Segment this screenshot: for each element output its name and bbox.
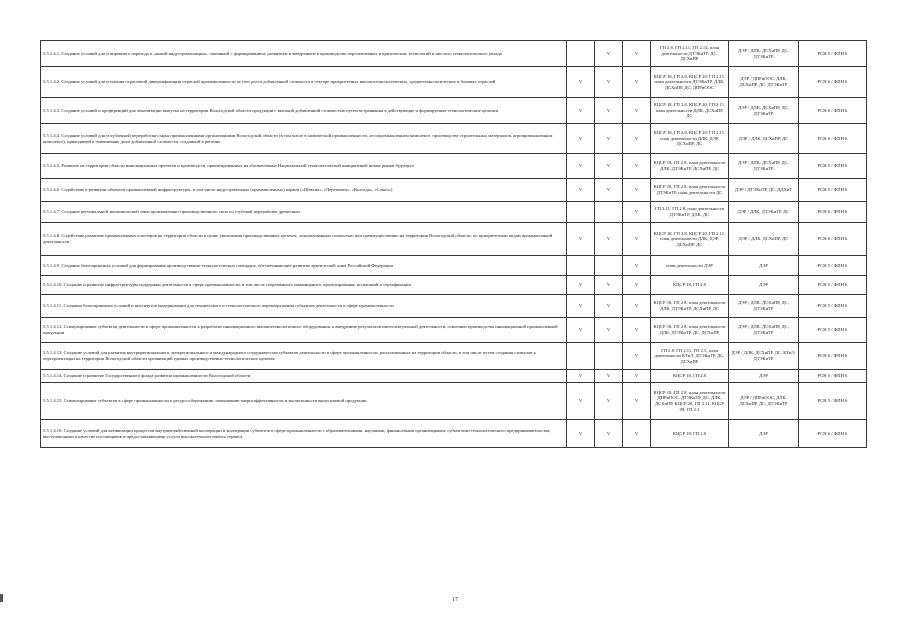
program-basis: КЦСР 18, ГП 2.8: [651, 276, 729, 295]
table-row: [41, 420, 867, 448]
stage-1-mark: V: [567, 383, 595, 420]
program-basis: КЦСР 18, ГП 2.8, КЦСР 20, ГП 2.11, план деятельности ДЛК, ДЭР, ДСХиПР, ДС: [651, 124, 729, 154]
table-row: [41, 41, 867, 67]
stage-3-mark: V: [623, 276, 651, 295]
program-basis: КЦСР 18, ГП 2.8: [651, 420, 729, 448]
executors: ДЭР / ДЛК, ДСХиПР, ДС, ДТЭКиТР: [729, 154, 799, 179]
executors: ДЭР / ДЛК, ДСХиПР, ДС: [729, 124, 799, 154]
stage-3-mark: V: [623, 370, 651, 383]
executors: ДЭР / ДТЭКиТР, ДС, ДДХиТ: [729, 179, 799, 202]
program-basis: КЦСР 18, ГП 2.8: [651, 370, 729, 383]
program-basis: ГП 2.11, ГП 2.8, план деятельности ДТЭКиТР, ДЛК, ДС: [651, 202, 729, 223]
measure-description: 5.5.1.4.2. Создание условий для усиления отраслевой диверсификации отраслей промышленности за счет роста добавленной стоимости в секторе приоритетных высокотехнологических, среднетехнологических и базовых отраслей: [41, 67, 567, 98]
table-row: [41, 223, 867, 256]
table-row: [41, 370, 867, 383]
table-row: [41, 318, 867, 343]
stage-3-mark: V: [623, 295, 651, 318]
indicators: РСН 5 / ФПН 6: [799, 154, 867, 179]
executors: ДЭР: [729, 370, 799, 383]
stage-1-mark: V: [567, 318, 595, 343]
program-basis: КЦСР 18, ГП 2.8, план деятельности ДЛК, ДТЭКиТР, ДСХиПР, ДС: [651, 154, 729, 179]
measure-description: 5.5.1.4.14. Создание и развитие Государственного фонда развития промышленности Вологодской области: [41, 370, 567, 383]
stage-3-mark: V: [623, 420, 651, 448]
table-row: [41, 202, 867, 223]
stage-2-mark: V: [595, 179, 623, 202]
stage-2-mark: V: [595, 383, 623, 420]
program-basis: план деятельности ДЭР: [651, 256, 729, 276]
stage-1-mark: [567, 202, 595, 223]
stage-3-mark: V: [623, 318, 651, 343]
stage-1-mark: [567, 41, 595, 67]
stage-1-mark: V: [567, 295, 595, 318]
stage-2-mark: V: [595, 295, 623, 318]
stage-3-mark: V: [623, 179, 651, 202]
measures-table: [40, 40, 867, 448]
measure-description: 5.5.1.4.15. Стимулирование субъектов в сфере промышленности к ресурсосбережению, повышению энергоэффективности и экологичности выпускаемой продукции: [41, 383, 567, 420]
stage-3-mark: V: [623, 256, 651, 276]
measure-description: 5.5.1.4.16. Создание условий для активизации процессов внутрихозяйственной кооперации и кооперации субъектов в сфере промышленности с образовательными, научными, финансовыми организациями, субъектами технологического предпринимательства, выступающими в качестве поставщиков и предоставляющими услуги высокотехнологичного сервиса: [41, 420, 567, 448]
indicators: РСН 5 / ФПН 6: [799, 370, 867, 383]
measure-description: 5.5.1.4.12. Стимулирование субъектов деятельности в сфере промышленности к разработке инновационного высокотехнологичного оборудования, к внедрению результатов интеллектуальной деятельности, освоению производства инновационной промышленной продукции: [41, 318, 567, 343]
stage-2-mark: V: [595, 318, 623, 343]
program-basis: КЦСР 18, ГП 2.8, КЦСР 20, ГП 2.11, план деятельности ДТЭКиТР, ДЛК, ДСХиПР, ДС, ДПРиООС: [651, 67, 729, 98]
program-basis: ГП 2.8, ГП 2.11, ГП 2.14, план деятельности ДТЭКиТР, ДС, ДСХиПР: [651, 41, 729, 67]
stage-1-mark: V: [567, 420, 595, 448]
indicators: РСН 5 / ФПН 6: [799, 41, 867, 67]
program-basis: КЦСР 18, ГП 2.8, КЦСР 20, ГП 2.11, план деятельности ДЛК, ДЭР, ДСХиПР, ДС: [651, 223, 729, 256]
indicators: РСН 6 / ФПН 6: [799, 202, 867, 223]
stage-1-mark: V: [567, 67, 595, 98]
executors: ДЭР / ДЛК, ДСХиПР, ДС, КТиЭ, ДТЭКиТР: [729, 343, 799, 370]
measure-description: 5.5.1.4.6. Содействие в развитии объектов промышленной инфраструктуры, в том числе индустриальных (промышленных) парков («Шексна», «Череповец», «Вологда», «Сокол»): [41, 179, 567, 202]
measure-description: 5.5.1.4.13. Создание условий для развития внутрирегионального, межрегионального и международного сотрудничества субъектов деятельности в сфере промышленности, расположенных на территории области, в том числе путем создания стимулов к переориентации на территории Вологодской области организаций единых производственно-технологических цепочек: [41, 343, 567, 370]
program-basis: ГП 2.8, ГП 2.11, ГП 2.5, план деятельности КТиЭ, ДТЭКиТР, ДС, ДСХиПР: [651, 343, 729, 370]
stage-2-mark: [595, 343, 623, 370]
program-basis: КЦСР 18, ГП 2.8, план деятельности ДЛК, ДТЭКиТР, ДС, ДСХиПР: [651, 318, 729, 343]
program-basis: КЦСР 18, ГП 2.8, КЦСР 20, ГП 2.11, план деятельности ДЛК, ДСХиПР, ДС: [651, 98, 729, 124]
measure-description: 5.5.1.4.10. Создание и развитие инфраструктуры поддержки деятельности в сфере промышленности, в том числе современного инжиниринга, проектирования, испытаний и сертификации: [41, 276, 567, 295]
table-row: [41, 256, 867, 276]
stage-2-mark: V: [595, 41, 623, 67]
executors: ДЭР: [729, 420, 799, 448]
executors: ДЭР / ДПРиООС, ДЛК, ДСХиПР, ДС, ДТЭКиТР: [729, 383, 799, 420]
measure-description: 5.5.1.4.9. Создание благоприятных условий для формирования производственно-технологических площадок, обеспечивающих развитие арктической зоны Российской Федерации: [41, 256, 567, 276]
table-row: [41, 179, 867, 202]
program-basis: КЦСР 18, ГП 2.8, план деятельности ДЛК, ДТЭКиТР, ДСХиПР, ДС: [651, 295, 729, 318]
indicators: РСН 5 / ФПН 6: [799, 295, 867, 318]
stage-1-mark: V: [567, 98, 595, 124]
stage-3-mark: V: [623, 98, 651, 124]
stage-2-mark: V: [595, 154, 623, 179]
executors: ДЭР / ДЛК, ДСХиПР, ДС, ДТЭКиТР: [729, 41, 799, 67]
indicators: РСН 5 / ФПН 6: [799, 256, 867, 276]
page-number: 17: [452, 597, 458, 603]
stage-1-mark: [567, 256, 595, 276]
executors: ДЭР / ДЛК, ДТЭКиТР, ДС: [729, 202, 799, 223]
table-row: [41, 276, 867, 295]
table-row: [41, 124, 867, 154]
indicators: РСН 6 / ФПН 6: [799, 67, 867, 98]
stage-1-mark: V: [567, 223, 595, 256]
indicators: РСН 6 / ФПН 6: [799, 223, 867, 256]
stage-2-mark: V: [595, 223, 623, 256]
stage-2-mark: [595, 202, 623, 223]
executors: ДЭР: [729, 256, 799, 276]
measure-description: 5.5.1.4.1. Создание условий для ускоренного перехода к «новой индустриализации», связанной с формированием, развитием и внедрением в производство перспективных и критических технологий и шестого технологического уклада: [41, 41, 567, 67]
stage-2-mark: [595, 256, 623, 276]
stage-1-mark: V: [567, 154, 595, 179]
measure-description: 5.5.1.4.11. Создание благоприятных условий и институтов модернизации для технического и технологического перевооружения субъектов деятельности в сфере промышленности: [41, 295, 567, 318]
table-row: [41, 295, 867, 318]
executors: ДЭР / ДЛК, ДСХиПР, ДС, ДТЭКиТР: [729, 295, 799, 318]
executors: ДЭР / ДЛК, ДСХиПР, ДС, ДТЭКиТР: [729, 318, 799, 343]
stage-1-mark: V: [567, 124, 595, 154]
stage-3-mark: V: [623, 343, 651, 370]
stage-2-mark: V: [595, 124, 623, 154]
stage-3-mark: V: [623, 124, 651, 154]
measure-description: 5.5.1.4.7. Создание региональной экономической зоны промышленно-производственного типа по глубокой переработке древесины: [41, 202, 567, 223]
table-row: [41, 383, 867, 420]
stage-1-mark: V: [567, 276, 595, 295]
stage-2-mark: V: [595, 98, 623, 124]
table-row: [41, 154, 867, 179]
indicators: РСН 5 / ФПН 6: [799, 276, 867, 295]
stage-1-mark: V: [567, 370, 595, 383]
stage-3-mark: V: [623, 67, 651, 98]
indicators: РСН 6 / ФПН 6: [799, 343, 867, 370]
indicators: РСН 5 / ФПН 6: [799, 179, 867, 202]
stage-1-mark: [567, 343, 595, 370]
measures-table-body: [41, 41, 867, 448]
stage-2-mark: V: [595, 67, 623, 98]
measure-description: 5.5.1.4.3. Создание условий и преференций для локализации выпуска на территории Вологодской области продукции с высокой добавленной стоимостью путем встраивания в действующие и формируемые технологические цепочки: [41, 98, 567, 124]
indicators: РСН 5 / ФПН 6: [799, 383, 867, 420]
stage-2-mark: V: [595, 370, 623, 383]
executors: ДЭР / ДЛК, ДСХиПР, ДС, ДТЭКиТР: [729, 98, 799, 124]
program-basis: КЦСР 18, ГП 2.8, план деятельности ДПРиООС, ДТЭКиТР, ДС, ДЛК, ДСХиПР, КЦСР 20, ГП 2.11, КЦСР 09, ГП 2.3: [651, 383, 729, 420]
table-row: [41, 67, 867, 98]
indicators: РСН 6 / ФПН 6: [799, 124, 867, 154]
stage-3-mark: V: [623, 223, 651, 256]
measure-description: 5.5.1.4.5. Развитие на территории области инновационных проектов и производств, ориентированных на обозначенные Национальной технологической инициативой новые рынки будущего: [41, 154, 567, 179]
measure-description: 5.5.1.4.4. Создание условий для углубленной переработки сырья промышленными организациями Вологодской области (в том числе в химической промышленности, лесопромышленном комплексе, производстве строительных материалов, агропромышленном комплексе), приводящей к повышению доли добавленной стоимости, созданной в регионе: [41, 124, 567, 154]
indicators: РСН 5 / ФПН 6: [799, 318, 867, 343]
stage-2-mark: V: [595, 420, 623, 448]
scan-edge-mark: [0, 594, 3, 602]
indicators: РСН 6 / ФПН 6: [799, 420, 867, 448]
stage-3-mark: V: [623, 41, 651, 67]
measure-description: 5.5.1.4.8. Содействие развитию промышленных кластеров на территории области в целях увеличения производственных цепочек, локализованных полностью или преимущественно на территории Вологодской области, по приоритетным видам промышленной деятельности: [41, 223, 567, 256]
indicators: РСН 6 / ФПН 6: [799, 98, 867, 124]
stage-2-mark: V: [595, 276, 623, 295]
program-basis: КЦСР 18, ГП 2.8, план деятельности ДТЭКиТР, план деятельности ДС: [651, 179, 729, 202]
stage-3-mark: V: [623, 154, 651, 179]
table-row: [41, 98, 867, 124]
table-row: [41, 343, 867, 370]
executors: ДЭР / ДЛК, ДСХиПР, ДС: [729, 223, 799, 256]
stage-3-mark: V: [623, 383, 651, 420]
executors: ДЭР: [729, 276, 799, 295]
stage-3-mark: V: [623, 202, 651, 223]
executors: ДЭР / ДПРиООС, ДЛК, ДСХиПР, ДС, ДТЭКиТР: [729, 67, 799, 98]
stage-1-mark: V: [567, 179, 595, 202]
